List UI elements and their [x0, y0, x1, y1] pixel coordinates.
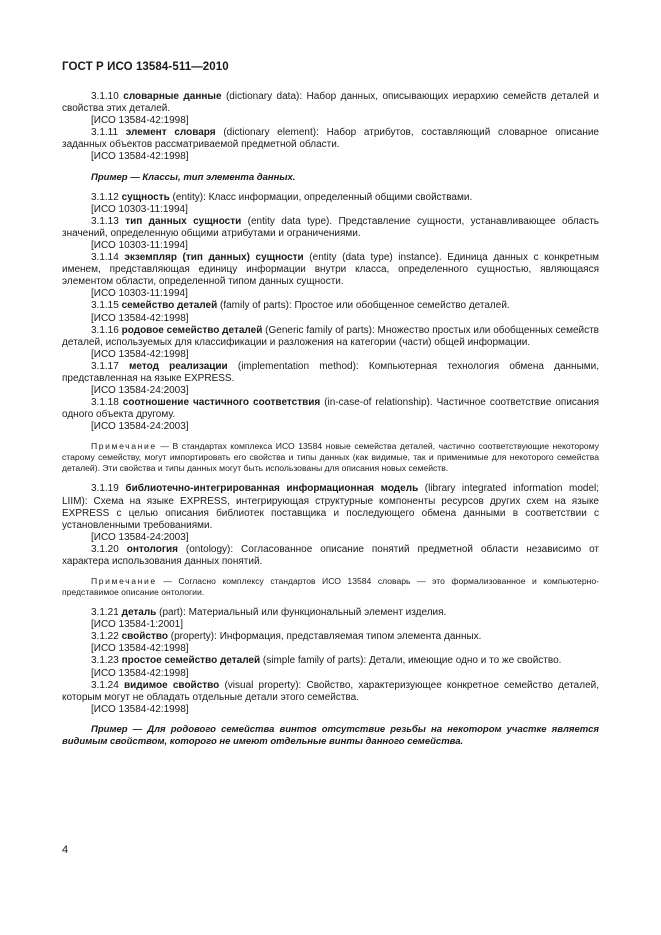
- definition-3-1-22: 3.1.22 свойство (property): Информация, представляемая типом элемента данных.: [91, 631, 482, 643]
- example-1: Пример — Классы, тип элемента данных.: [91, 171, 296, 183]
- definition-3-1-13: 3.1.13 тип данных сущности (entity data type). Представление сущности, устанавливающее область значений, определенную общими атрибутами и ограничениями.: [62, 215, 599, 239]
- definition-3-1-24: 3.1.24 видимое свойство (visual property): Свойство, характеризующее конкретное семейство деталей, которым могут не обладать отдельные детали этого семейства.: [62, 679, 600, 703]
- term: видимое свойство: [123, 679, 220, 691]
- term: семейство деталей: [121, 300, 218, 312]
- reference: [ИСО 13584-24:2003]: [91, 385, 189, 397]
- reference: [ИСО 10303-11:1994]: [91, 203, 188, 215]
- page-number: 4: [62, 844, 69, 856]
- term: родовое семейство деталей: [121, 324, 263, 336]
- note-1: Примечание — В стандартах комплекса ИСО 13584 новые семейства деталей, частично соответствующие некоторому старому семейству, могут импортировать его свойства и типы данных (как видимые, так и применимые для некоторого семейства деталей). Эти свойства и типы данных могут быть использованы для описания новых семейств.: [62, 441, 599, 474]
- definition-3-1-10: 3.1.10 словарные данные (dictionary data): Набор данных, описывающих иерархию семейств деталей и свойства этих деталей.: [62, 91, 600, 115]
- reference: [ИСО 13584-1:2001]: [91, 619, 184, 631]
- definition-3-1-11: 3.1.11 элемент словаря (dictionary element): Набор атрибутов, составляющий словарное описание заданных объектов рассматриваемой предметной области.: [62, 127, 599, 151]
- document-body: [62, 91, 599, 748]
- term: деталь: [121, 607, 157, 619]
- reference: [ИСО 13584-42:1998]: [91, 151, 189, 163]
- term: тип данных сущности: [125, 215, 242, 227]
- document-header: ГОСТ Р ИСО 13584-511—2010: [62, 61, 229, 73]
- note-2: Примечание — Согласно комплексу стандартов ИСО 13584 словарь — это формализованное и компьютерно-представимое описание онтологии.: [62, 576, 599, 598]
- reference: [ИСО 10303-11:1994]: [91, 239, 188, 251]
- definition-3-1-14: 3.1.14 экземпляр (тип данных) сущности (entity (data type) instance). Единица данных с конкретным именем, представляющая единицу информации внутри класса, определенного сущностью, являющаяся элементом области, определенной типом данных сущности.: [62, 252, 600, 288]
- reference: [ИСО 13584-24:2003]: [91, 531, 189, 543]
- note-label: Примечание: [91, 441, 157, 452]
- reference: [ИСО 13584-42:1998]: [91, 115, 189, 127]
- term: онтология: [126, 543, 178, 555]
- definition-3-1-20: 3.1.20 онтология (ontology): Согласованное описание понятий предметной области независимо от характера использования данных понятий.: [62, 543, 599, 567]
- note-label: Примечание: [91, 576, 157, 587]
- term: словарные данные: [123, 91, 222, 102]
- example-2: Пример — Для родового семейства винтов отсутствие резьбы на некотором участке является видимым свойством, которого не имеют отдельные винты данного семейства.: [62, 723, 599, 747]
- reference: [ИСО 13584-24:2003]: [91, 421, 189, 433]
- definition-3-1-23: 3.1.23 простое семейство деталей (simple family of parts): Детали, имеющие одно и то же свойство.: [91, 655, 562, 667]
- reference: [ИСО 13584-42:1998]: [91, 667, 189, 679]
- reference: [ИСО 13584-42:1998]: [91, 703, 189, 715]
- term: библиотечно-интегрированная информационная модель: [125, 483, 419, 495]
- reference: [ИСО 13584-42:1998]: [91, 348, 189, 360]
- definition-3-1-16: 3.1.16 родовое семейство деталей (Generic family of parts): Множество простых или обобщенных семейств деталей, используемых для классификации и разложения на категории (части) общей информации.: [62, 324, 599, 348]
- definition-3-1-18: 3.1.18 соотношение частичного соответствия (in-case-of relationship). Частичное соответствие описания одного объекта другому.: [62, 397, 599, 421]
- term: соотношение частичного соответствия: [122, 397, 321, 409]
- reference: [ИСО 13584-42:1998]: [91, 643, 189, 655]
- term: метод реализации: [129, 360, 228, 372]
- definition-3-1-17: 3.1.17 метод реализации (implementation method): Компьютерная технология обмена данными, представленная на языке EXPRESS.: [62, 360, 599, 384]
- definition-3-1-12: 3.1.12 сущность (entity): Класс информации, определенный общими свойствами.: [91, 191, 473, 203]
- term: элемент словаря: [125, 127, 216, 139]
- term: простое семейство деталей: [121, 655, 261, 667]
- term: экземпляр (тип данных) сущности: [124, 252, 304, 264]
- reference: [ИСО 13584-42:1998]: [91, 312, 189, 324]
- definition-3-1-19: 3.1.19 библиотечно-интегрированная информационная модель (library integrated information model; LIIM): Схема на языке EXPRESS, интегрирующая структурные компоненты ресурсов других схем на языке EXPRESS с целью описания библиотек поставщика и последующего обмена данными в соответствии с установленными требованиями.: [62, 483, 600, 531]
- term: сущность: [121, 191, 170, 203]
- term: свойство: [121, 631, 169, 643]
- definition-3-1-15: 3.1.15 семейство деталей (family of parts): Простое или обобщенное семейство деталей.: [91, 300, 510, 312]
- definition-3-1-21: 3.1.21 деталь (part): Материальный или функциональный элемент изделия.: [91, 607, 447, 619]
- reference: [ИСО 10303-11:1994]: [91, 288, 188, 300]
